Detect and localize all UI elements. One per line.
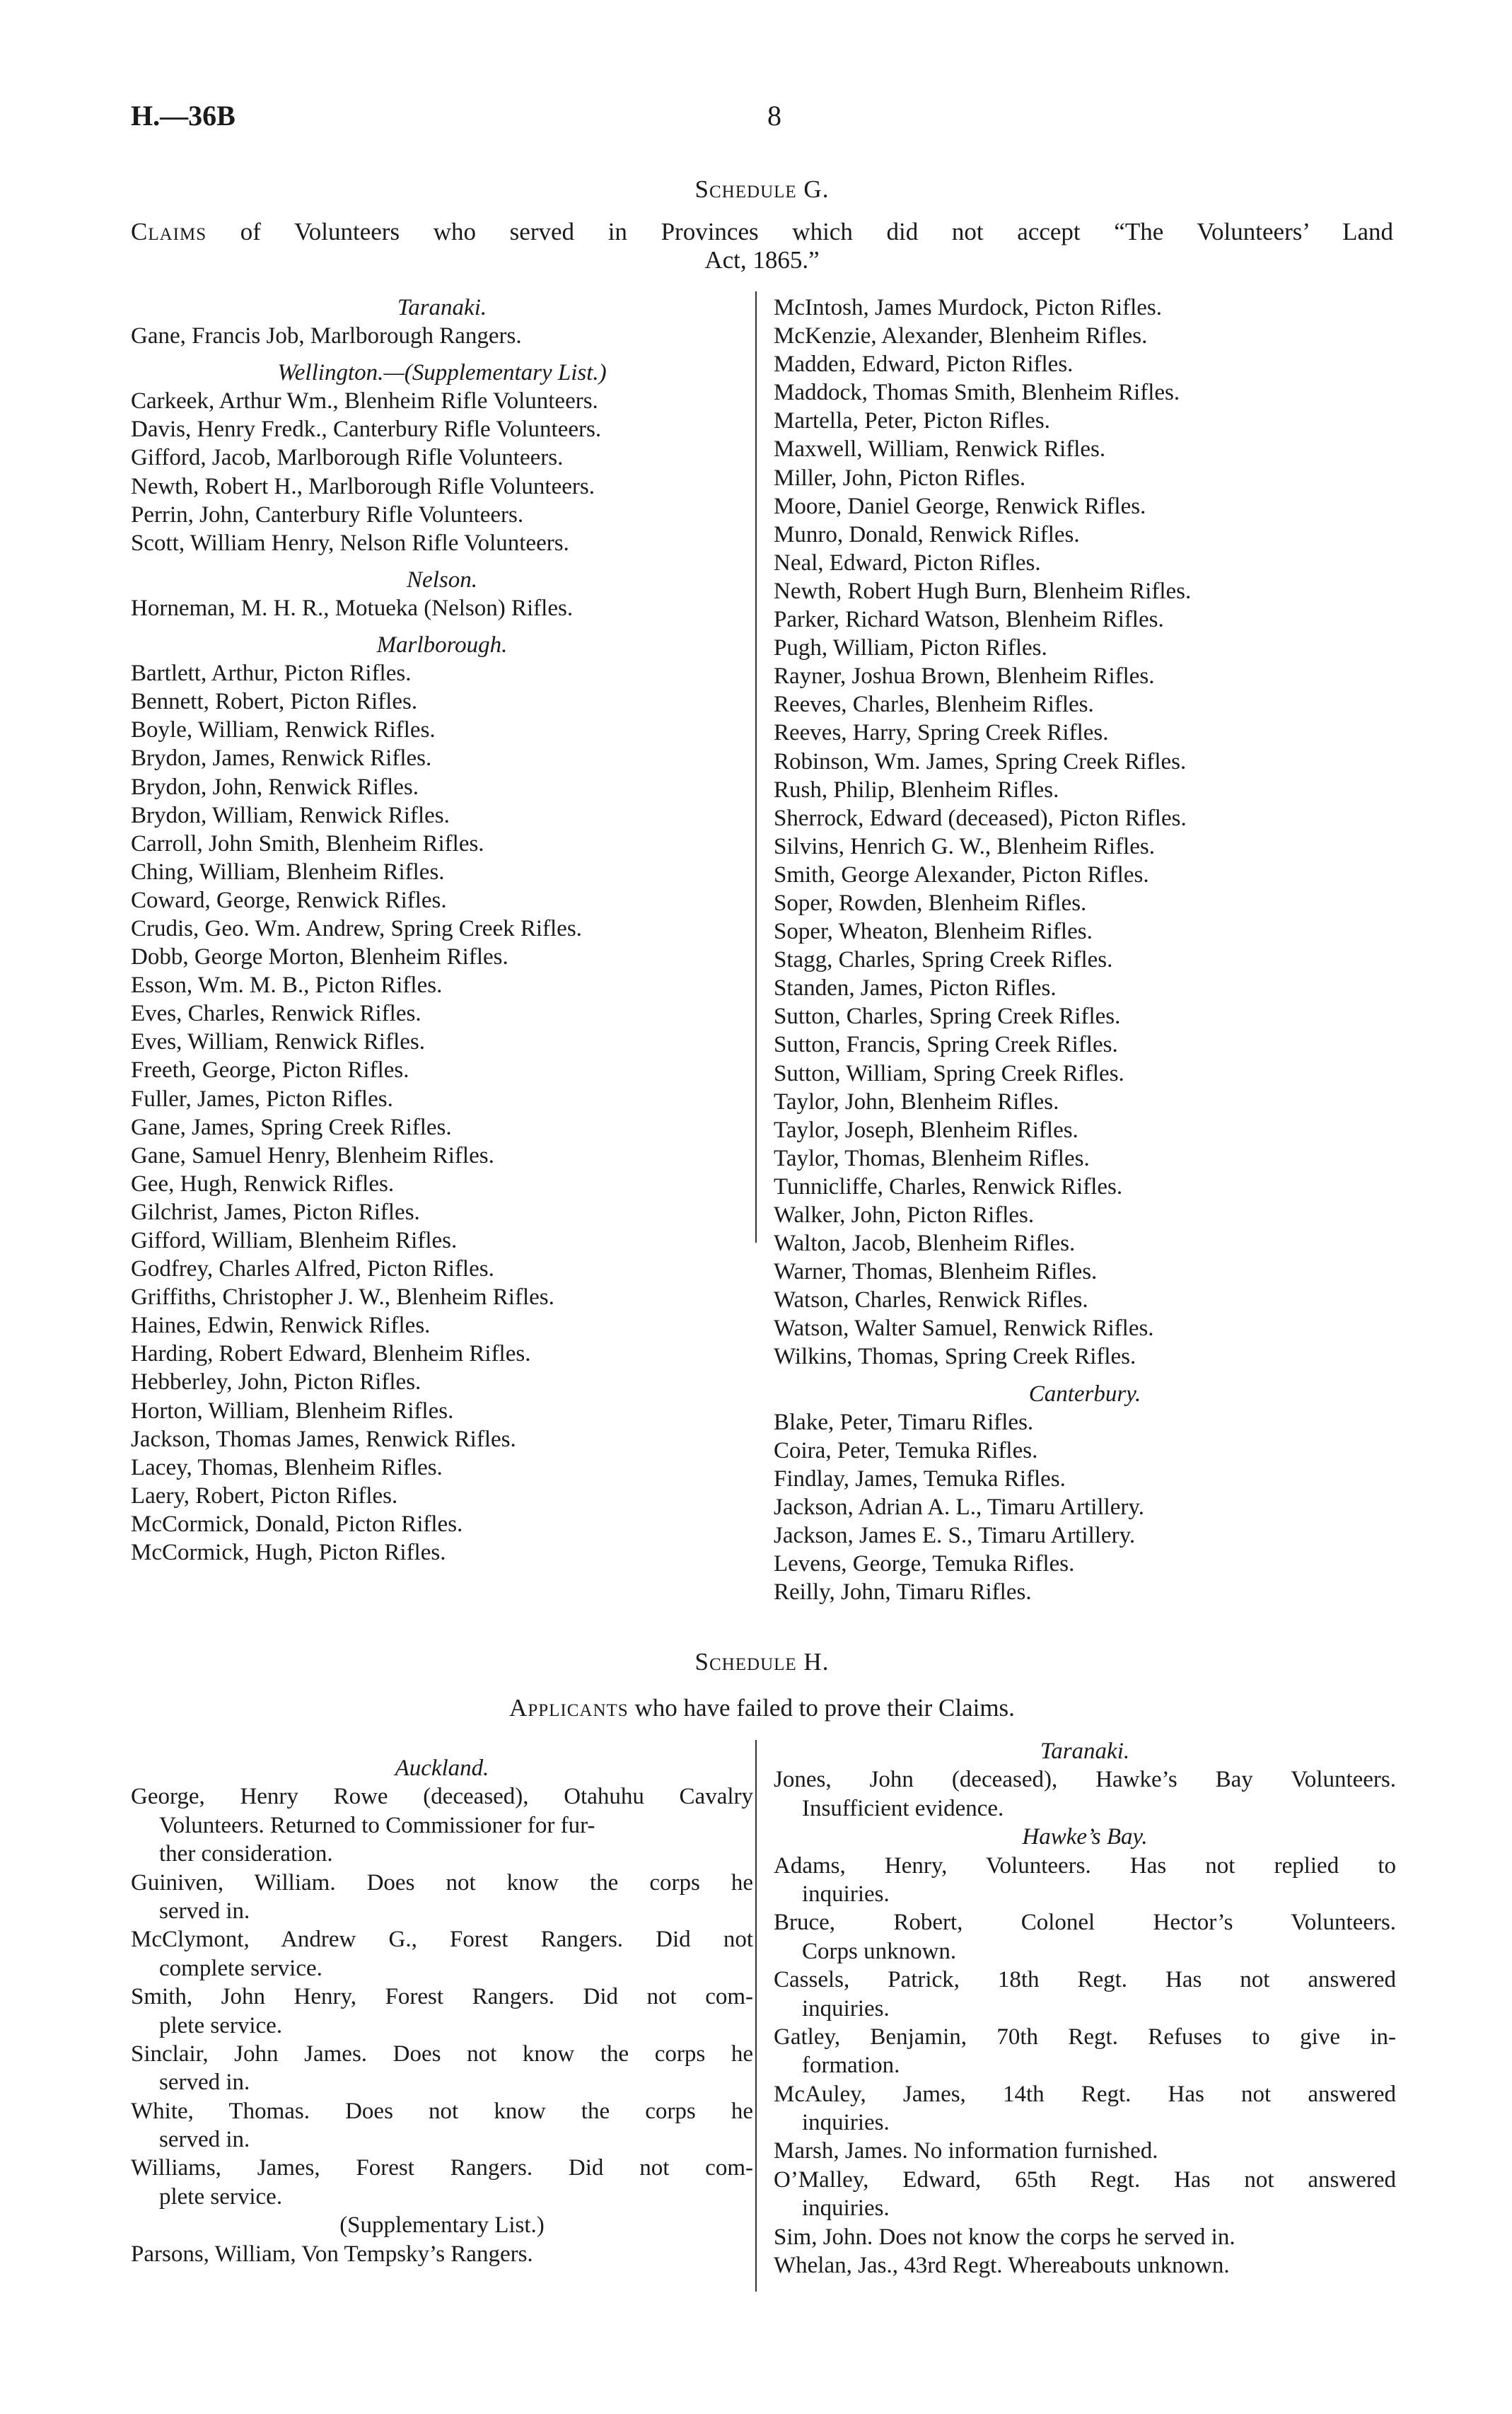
- list-item: Freeth, George, Picton Rifles.: [131, 1057, 409, 1084]
- list-item: Bartlett, Arthur, Picton Rifles.: [131, 661, 412, 687]
- entry-line: Bruce, Robert, Colonel Hector’s Volunteers.: [774, 1910, 1396, 1936]
- list-item: Levens, George, Temuka Rifles.: [774, 1551, 1075, 1577]
- entry-line: George, Henry Rowe (deceased), Otahuhu Cavalry: [131, 1784, 753, 1810]
- list-item: Taylor, Joseph, Blenheim Rifles.: [774, 1117, 1078, 1143]
- entry-line: Gatley, Benjamin, 70th Regt. Refuses to give in-: [774, 2024, 1396, 2050]
- list-item: Sutton, Charles, Spring Creek Rifles.: [774, 1004, 1121, 1030]
- list-item: Horton, William, Blenheim Rifles.: [131, 1398, 454, 1424]
- entry-continuation: plete service.: [159, 2012, 283, 2038]
- list-item: McIntosh, James Murdock, Picton Rifles.: [774, 295, 1163, 320]
- entry-continuation: served in.: [159, 2127, 250, 2153]
- schedule-g-subtitle-rest: of Volunteers who served in Provinces which did not accept “The Volunteers’ Land: [207, 218, 1393, 245]
- list-item: Hebberley, John, Picton Rifles.: [131, 1369, 421, 1395]
- list-item: Martella, Peter, Picton Rifles.: [774, 408, 1050, 434]
- list-item: Taylor, John, Blenheim Rifles.: [774, 1089, 1059, 1115]
- entry-line: Auckland.: [395, 1756, 489, 1781]
- section-heading: [131, 1754, 753, 1782]
- list-item: Soper, Wheaton, Blenheim Rifles.: [774, 919, 1093, 945]
- list-item: [774, 2251, 1396, 2280]
- list-item: Newth, Robert H., Marlborough Rifle Volunteers.: [131, 473, 595, 499]
- schedule-h-left-column: [131, 1754, 753, 2268]
- entry-line: Williams, James, Forest Rangers. Did not com-: [131, 2155, 753, 2181]
- entry-continuation: Volunteers. Returned to Commissioner for fur-: [159, 1812, 595, 1838]
- list-item: [131, 1782, 753, 1868]
- list-item: Boyle, William, Renwick Rifles.: [131, 717, 436, 743]
- list-item: Brydon, James, Renwick Rifles.: [131, 745, 432, 772]
- list-item: [131, 1869, 753, 1926]
- list-item: Gilchrist, James, Picton Rifles.: [131, 1199, 420, 1225]
- list-item: Miller, John, Picton Rifles.: [774, 465, 1026, 491]
- list-item: Stagg, Charles, Spring Creek Rifles.: [774, 947, 1113, 973]
- section-heading: [131, 2211, 753, 2239]
- schedule-g-right-column: [774, 294, 1396, 1606]
- list-item: Moore, Daniel George, Renwick Rifles.: [774, 493, 1146, 519]
- list-item: McCormick, Donald, Picton Rifles.: [131, 1511, 463, 1537]
- list-item: [774, 2080, 1396, 2137]
- list-item: Ching, William, Blenheim Rifles.: [131, 859, 445, 885]
- schedule-h-right-column: [774, 1737, 1396, 2280]
- list-item: Newth, Robert Hugh Burn, Blenheim Rifles.: [774, 578, 1192, 604]
- entry-line: (Supplementary List.): [339, 2212, 545, 2239]
- section-heading: Marlborough.: [376, 632, 508, 658]
- entry-line: McAuley, James, 14th Regt. Has not answered: [774, 2081, 1396, 2107]
- entry-continuation: inquiries.: [802, 2195, 890, 2222]
- section-heading: Taranaki.: [397, 295, 487, 320]
- list-item: [131, 1983, 753, 2040]
- list-item: Horneman, M. H. R., Motueka (Nelson) Rifles.: [131, 595, 574, 621]
- entry-continuation: formation.: [802, 2053, 900, 2079]
- list-item: Sutton, William, Spring Creek Rifles.: [774, 1060, 1124, 1086]
- entry-continuation: plete service.: [159, 2183, 283, 2210]
- list-item: Robinson, Wm. James, Spring Creek Rifles.: [774, 748, 1187, 774]
- list-item: Haines, Edwin, Renwick Rifles.: [131, 1313, 431, 1339]
- entry-line: Taranaki.: [1040, 1739, 1130, 1764]
- list-item: Neal, Edward, Picton Rifles.: [774, 550, 1041, 576]
- list-item: [131, 2154, 753, 2211]
- list-item: Harding, Robert Edward, Blenheim Rifles.: [131, 1341, 531, 1367]
- list-item: [131, 2040, 753, 2097]
- list-item: [774, 1765, 1396, 1823]
- list-item: Taylor, Thomas, Blenheim Rifles.: [774, 1145, 1090, 1171]
- list-item: McCormick, Hugh, Picton Rifles.: [131, 1540, 446, 1566]
- schedule-h-subtitle: [131, 1694, 1393, 1722]
- list-item: Watson, Walter Samuel, Renwick Rifles.: [774, 1316, 1154, 1342]
- list-item: Jackson, Adrian A. L., Timaru Artillery.: [774, 1494, 1145, 1520]
- entry-continuation: served in.: [159, 1898, 250, 1924]
- list-item: Brydon, William, Renwick Rifles.: [131, 802, 450, 828]
- list-item: Fuller, James, Picton Rifles.: [131, 1086, 393, 1112]
- list-item: Gee, Hugh, Renwick Rifles.: [131, 1171, 395, 1197]
- list-item: Findlay, James, Temuka Rifles.: [774, 1466, 1066, 1492]
- entry-continuation: Corps unknown.: [802, 1938, 957, 1964]
- list-item: Laery, Robert, Picton Rifles.: [131, 1482, 398, 1509]
- list-item: Sherrock, Edward (deceased), Picton Rifles.: [774, 805, 1187, 831]
- schedule-h-subtitle-lead: Applicants: [509, 1694, 629, 1722]
- list-item: Warner, Thomas, Blenheim Rifles.: [774, 1259, 1098, 1285]
- entry-continuation: inquiries.: [802, 1881, 890, 1907]
- entry-line: Parsons, William, Von Tempsky’s Rangers.: [131, 2241, 533, 2267]
- list-item: Parker, Richard Watson, Blenheim Rifles.: [774, 607, 1164, 633]
- list-item: Gane, Samuel Henry, Blenheim Rifles.: [131, 1142, 494, 1168]
- list-item: Standen, James, Picton Rifles.: [774, 975, 1057, 1002]
- list-item: Soper, Rowden, Blenheim Rifles.: [774, 890, 1087, 916]
- section-heading: [774, 1823, 1396, 1851]
- entry-line: Smith, John Henry, Forest Rangers. Did not com-: [131, 1984, 753, 2010]
- list-item: Gifford, William, Blenheim Rifles.: [131, 1228, 458, 1253]
- list-item: Gane, James, Spring Creek Rifles.: [131, 1114, 452, 1140]
- list-item: Maxwell, William, Renwick Rifles.: [774, 436, 1106, 463]
- entry-continuation: served in.: [159, 2070, 250, 2096]
- list-item: Rayner, Joshua Brown, Blenheim Rifles.: [774, 663, 1155, 690]
- list-item: Coira, Peter, Temuka Rifles.: [774, 1437, 1038, 1463]
- schedule-g-column-divider: [755, 291, 757, 1243]
- list-item: Brydon, John, Renwick Rifles.: [131, 774, 419, 800]
- list-item: Pugh, William, Picton Rifles.: [774, 635, 1047, 661]
- list-item: Watson, Charles, Renwick Rifles.: [774, 1287, 1088, 1313]
- list-item: Sutton, Francis, Spring Creek Rifles.: [774, 1032, 1118, 1058]
- section-heading: Nelson.: [407, 567, 477, 593]
- list-item: Griffiths, Christopher J. W., Blenheim Rifles.: [131, 1284, 554, 1311]
- list-item: [774, 2223, 1396, 2251]
- list-item: Bennett, Robert, Picton Rifles.: [131, 689, 418, 715]
- list-item: Lacey, Thomas, Blenheim Rifles.: [131, 1454, 443, 1480]
- schedule-h-subtitle-rest: who have failed to prove their Claims.: [628, 1694, 1015, 1722]
- list-item: Maddock, Thomas Smith, Blenheim Rifles.: [774, 380, 1180, 406]
- section-heading: Canterbury.: [1028, 1381, 1141, 1407]
- list-item: Carroll, John Smith, Blenheim Rifles.: [131, 830, 484, 857]
- page-number: 8: [767, 100, 781, 132]
- list-item: Esson, Wm. M. B., Picton Rifles.: [131, 973, 443, 999]
- entry-line: Guiniven, William. Does not know the corps he: [131, 1869, 753, 1896]
- list-item: [131, 2097, 753, 2154]
- list-item: Rush, Philip, Blenheim Rifles.: [774, 777, 1059, 803]
- list-item: Walker, John, Picton Rifles.: [774, 1202, 1035, 1228]
- entry-line: O’Malley, Edward, 65th Regt. Has not answered: [774, 2166, 1396, 2193]
- list-item: Davis, Henry Fredk., Canterbury Rifle Volunteers.: [131, 417, 602, 443]
- list-item: [131, 2240, 753, 2268]
- list-item: Eves, William, Renwick Rifles.: [131, 1029, 425, 1055]
- list-item: Reeves, Charles, Blenheim Rifles.: [774, 692, 1094, 718]
- list-item: Reilly, John, Timaru Rifles.: [774, 1579, 1032, 1606]
- list-item: Scott, William Henry, Nelson Rifle Volunteers.: [131, 530, 569, 556]
- list-item: [131, 1925, 753, 1983]
- list-item: [774, 2137, 1396, 2165]
- list-item: [774, 1966, 1396, 2023]
- list-item: Jackson, Thomas James, Renwick Rifles.: [131, 1426, 516, 1452]
- document-code: H.—36B: [131, 100, 235, 132]
- list-item: Coward, George, Renwick Rifles.: [131, 887, 447, 913]
- list-item: Smith, George Alexander, Picton Rifles.: [774, 861, 1149, 888]
- list-item: [774, 2023, 1396, 2080]
- list-item: McKenzie, Alexander, Blenheim Rifles.: [774, 323, 1148, 349]
- list-item: Tunnicliffe, Charles, Renwick Rifles.: [774, 1173, 1123, 1200]
- list-item: Jackson, James E. S., Timaru Artillery.: [774, 1523, 1136, 1549]
- list-item: Silvins, Henrich G. W., Blenheim Rifles.: [774, 833, 1155, 859]
- schedule-g-left-column: [131, 294, 753, 1567]
- list-item: Walton, Jacob, Blenheim Rifles.: [774, 1231, 1076, 1257]
- list-item: Munro, Donald, Renwick Rifles.: [774, 521, 1080, 547]
- page-header: [131, 99, 1404, 141]
- entry-line: Cassels, Patrick, 18th Regt. Has not answered: [774, 1967, 1396, 1993]
- entry-continuation: ther consideration.: [159, 1841, 333, 1867]
- list-item: Gane, Francis Job, Marlborough Rangers.: [131, 323, 522, 349]
- entry-continuation: inquiries.: [802, 1995, 890, 2021]
- list-item: Godfrey, Charles Alfred, Picton Rifles.: [131, 1256, 494, 1282]
- list-item: Dobb, George Morton, Blenheim Rifles.: [131, 944, 508, 970]
- schedule-g-title: Schedule G.: [694, 175, 830, 203]
- list-item: Eves, Charles, Renwick Rifles.: [131, 1001, 421, 1027]
- entry-line: White, Thomas. Does not know the corps he: [131, 2098, 753, 2124]
- list-item: Madden, Edward, Picton Rifles.: [774, 352, 1074, 378]
- entry-continuation: inquiries.: [802, 2110, 890, 2136]
- entry-line: Sim, John. Does not know the corps he served in.: [774, 2224, 1235, 2250]
- schedule-h-title: Schedule H.: [694, 1648, 830, 1676]
- entry-continuation: complete service.: [159, 1955, 322, 1981]
- schedule-g-subtitle: [131, 218, 1393, 246]
- entry-line: Adams, Henry, Volunteers. Has not replied to: [774, 1852, 1396, 1879]
- entry-line: McClymont, Andrew G., Forest Rangers. Did not: [131, 1927, 753, 1953]
- list-item: [774, 1908, 1396, 1966]
- schedule-g-subtitle-line2: Act, 1865.”: [704, 246, 820, 274]
- list-item: [774, 2166, 1396, 2223]
- list-item: Gifford, Jacob, Marlborough Rifle Volunteers.: [131, 445, 564, 471]
- entry-line: Hawke’s Bay.: [1022, 1824, 1148, 1850]
- section-heading: Wellington.—(Supplementary List.): [277, 360, 607, 386]
- list-item: Crudis, Geo. Wm. Andrew, Spring Creek Rifles.: [131, 915, 582, 941]
- entry-line: Sinclair, John James. Does not know the corps he: [131, 2041, 753, 2067]
- schedule-g-subtitle-lead: Claims: [131, 218, 207, 245]
- entry-line: Marsh, James. No information furnished.: [774, 2138, 1158, 2164]
- list-item: Blake, Peter, Timaru Rifles.: [774, 1409, 1034, 1435]
- entry-continuation: Insufficient evidence.: [802, 1795, 1004, 1821]
- entry-line: Jones, John (deceased), Hawke’s Bay Volunteers.: [774, 1767, 1396, 1793]
- schedule-h-column-divider: [755, 1740, 757, 2292]
- section-heading: [774, 1737, 1396, 1765]
- list-item: Perrin, John, Canterbury Rifle Volunteers.: [131, 501, 524, 528]
- entry-line: Whelan, Jas., 43rd Regt. Whereabouts unknown.: [774, 2253, 1230, 2279]
- list-item: Wilkins, Thomas, Spring Creek Rifles.: [774, 1344, 1136, 1370]
- list-item: Carkeek, Arthur Wm., Blenheim Rifle Volunteers.: [131, 388, 598, 414]
- list-item: Reeves, Harry, Spring Creek Rifles.: [774, 720, 1109, 746]
- list-item: [774, 1852, 1396, 1909]
